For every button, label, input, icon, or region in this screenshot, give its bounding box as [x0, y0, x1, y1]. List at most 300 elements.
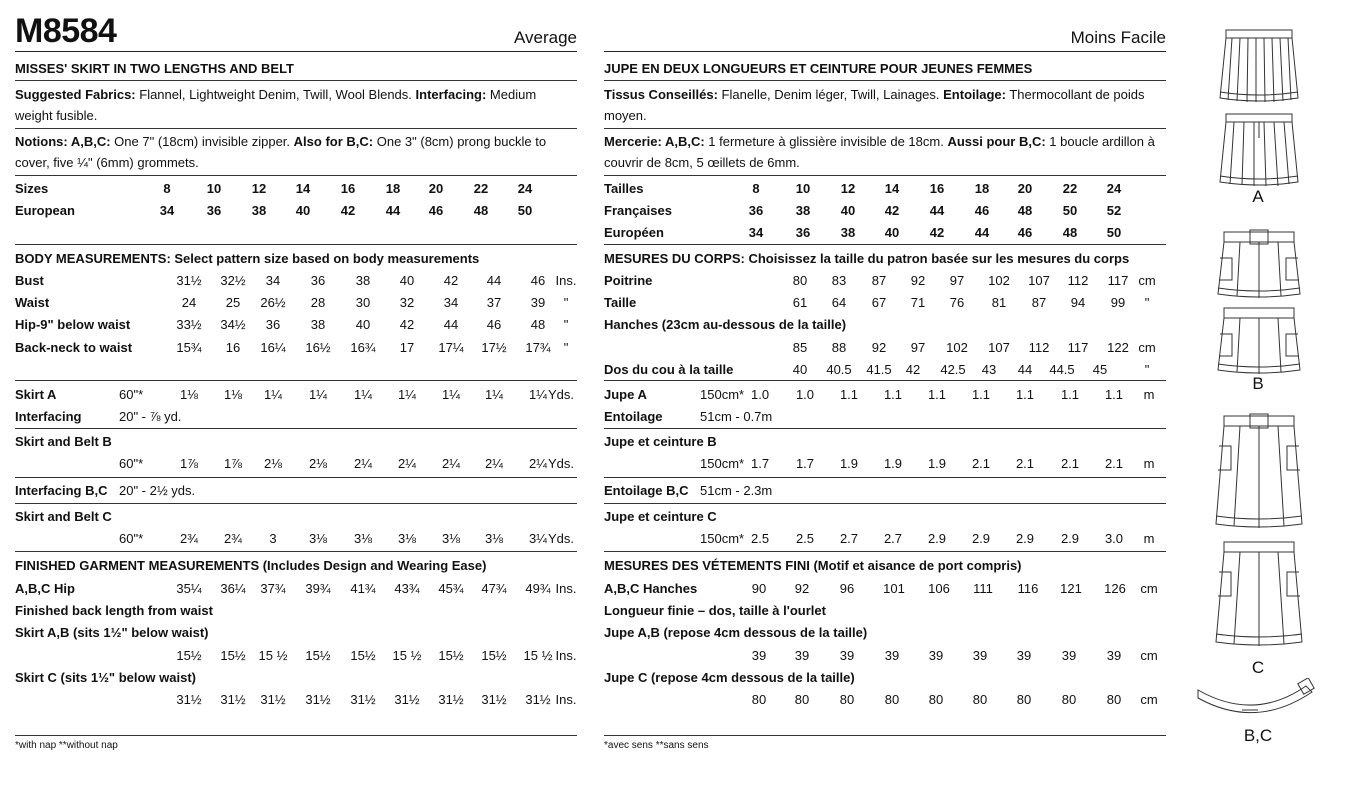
- table-cell: 17¾: [525, 340, 551, 355]
- table-cell: 2.9: [1015, 531, 1035, 546]
- table-cell: 40: [399, 273, 415, 288]
- table-cell: 22: [1062, 181, 1078, 196]
- table-cell: ": [1144, 362, 1150, 377]
- table-cell: 50: [517, 203, 533, 218]
- table-cell: 51cm - 2.3m: [700, 483, 773, 498]
- table-cell: 15½: [438, 648, 464, 663]
- skirt-a-row: [604, 384, 1166, 406]
- table-cell: 8: [163, 181, 171, 196]
- table-cell: Hip-9" below waist: [15, 317, 131, 332]
- table-cell: 15½: [350, 648, 376, 663]
- table-cell: 18: [385, 181, 401, 196]
- table-cell: 31½: [305, 692, 331, 707]
- table-cell: 24: [1106, 181, 1122, 196]
- table-cell: 80: [794, 692, 810, 707]
- table-cell: 92: [871, 340, 887, 355]
- table-cell: 94: [1070, 295, 1086, 310]
- table-cell: Jupe et ceinture B: [604, 434, 717, 449]
- table-cell: ": [1144, 295, 1150, 310]
- divider: [604, 80, 1166, 81]
- table-cell: 49¾: [525, 581, 551, 596]
- waist-row: [15, 292, 577, 314]
- table-cell: 40: [355, 317, 371, 332]
- table-cell: ": [563, 340, 569, 355]
- table-cell: 34: [443, 295, 459, 310]
- finished-back-length-row: [15, 600, 577, 622]
- table-cell: 44: [486, 273, 502, 288]
- divider: [15, 380, 577, 381]
- waist-row: [604, 292, 1166, 314]
- notions: [604, 131, 1166, 173]
- table-cell: 2¼: [441, 456, 461, 471]
- table-cell: 39: [751, 648, 767, 663]
- table-cell: 42: [340, 203, 356, 218]
- table-cell: 34: [159, 203, 175, 218]
- table-cell: 150cm*: [700, 531, 745, 546]
- table-cell: 61: [792, 295, 808, 310]
- table-cell: 1⅞: [223, 456, 243, 471]
- bust-row: [15, 270, 577, 292]
- suggested-fabrics: [604, 84, 1166, 126]
- table-cell: cm: [1140, 581, 1158, 596]
- divider: [604, 503, 1166, 504]
- view-a-label: A: [1252, 187, 1264, 206]
- divider: [15, 428, 577, 429]
- table-cell: 1.7: [751, 456, 770, 471]
- table-cell: 31½: [438, 692, 464, 707]
- hip-row: [604, 337, 1166, 359]
- table-cell: 106: [928, 581, 950, 596]
- table-cell: 1⅞: [179, 456, 199, 471]
- table-cell: 97: [910, 340, 926, 355]
- european-sizes-row: [15, 200, 577, 222]
- table-cell: 44: [974, 225, 990, 240]
- divider: [15, 735, 577, 736]
- divider: [15, 175, 577, 176]
- table-cell: 44: [929, 203, 945, 218]
- table-cell: 31½: [220, 692, 246, 707]
- table-cell: 39: [884, 648, 900, 663]
- table-cell: 92: [910, 273, 926, 288]
- table-cell: Flanelle, Denim léger, Twill, Lainages.: [717, 87, 944, 102]
- table-cell: 1.1: [1015, 387, 1035, 402]
- table-cell: Aussi pour B,C:: [947, 134, 1046, 149]
- table-cell: 15½: [305, 648, 331, 663]
- hip-row: [15, 314, 577, 336]
- table-cell: m: [1143, 531, 1155, 546]
- skirt-ab-row: [15, 645, 577, 667]
- abc-hip-row: [15, 578, 577, 600]
- table-cell: 2.5: [751, 531, 770, 546]
- table-cell: 37: [486, 295, 502, 310]
- table-cell: 1.0: [795, 387, 815, 402]
- table-cell: 1⅛: [179, 387, 199, 402]
- table-cell: Yds.: [547, 456, 574, 471]
- table-cell: 14: [884, 181, 900, 196]
- sizes-row: [15, 178, 577, 200]
- table-cell: m: [1143, 387, 1155, 402]
- table-cell: 80: [1016, 692, 1032, 707]
- table-cell: 39: [794, 648, 810, 663]
- hip-label-row: [604, 314, 1166, 336]
- table-cell: 45¾: [438, 581, 464, 596]
- skirt-c-label-row: [604, 667, 1166, 689]
- back-neck-row: [15, 337, 577, 359]
- table-cell: 2.9: [1060, 531, 1080, 546]
- european-sizes-row: [604, 222, 1166, 244]
- table-cell: 43¾: [394, 581, 420, 596]
- table-cell: 16½: [305, 340, 331, 355]
- table-cell: 44: [385, 203, 401, 218]
- table-cell: 28: [310, 295, 326, 310]
- skirt-belt-b-row: [604, 453, 1166, 475]
- table-cell: 43: [981, 362, 997, 377]
- table-cell: Tailles: [604, 181, 644, 196]
- table-cell: 2.9: [927, 531, 947, 546]
- table-cell: 2.1: [1015, 456, 1035, 471]
- table-cell: 87: [871, 273, 887, 288]
- table-cell: Interfacing: [15, 409, 82, 424]
- table-cell: 40: [295, 203, 311, 218]
- table-cell: 39: [530, 295, 546, 310]
- table-cell: 39: [928, 648, 944, 663]
- table-cell: 3⅛: [484, 531, 504, 546]
- table-cell: 46: [1017, 225, 1033, 240]
- divider: [15, 477, 577, 478]
- table-cell: 2¾: [179, 531, 199, 546]
- table-cell: 45: [1092, 362, 1108, 377]
- table-cell: 1¼: [353, 387, 373, 402]
- table-cell: 38: [840, 225, 856, 240]
- footnote: *with nap **without nap: [15, 740, 118, 751]
- divider: [604, 128, 1166, 129]
- table-cell: 26½: [260, 295, 286, 310]
- skirt-belt-c-label-row: [604, 506, 1166, 528]
- table-cell: Entoilage:: [943, 87, 1006, 102]
- divider: [15, 128, 577, 129]
- interfacing-row: [604, 406, 1166, 428]
- table-cell: Ins.: [555, 692, 577, 707]
- table-cell: Européen: [604, 225, 664, 240]
- divider: [604, 735, 1166, 736]
- body-measurements-heading: MESURES DU CORPS: Choisissez la taille du patron basée sur les mesures du corps: [604, 251, 1130, 266]
- table-cell: 25: [225, 295, 241, 310]
- table-cell: 1.1: [1104, 387, 1124, 402]
- table-cell: 107: [988, 340, 1010, 355]
- table-cell: 80: [792, 273, 808, 288]
- table-cell: 1¼: [397, 387, 417, 402]
- table-cell: Also for B,C:: [293, 134, 374, 149]
- sizes-row: [604, 178, 1166, 200]
- table-cell: ": [563, 317, 569, 332]
- table-cell: 48: [1017, 203, 1033, 218]
- footnote: *avec sens **sans sens: [604, 740, 709, 751]
- skirt-c-label-row: [15, 667, 577, 689]
- table-cell: Taille: [604, 295, 637, 310]
- bust-row: [604, 270, 1166, 292]
- table-cell: 1¼: [484, 387, 504, 402]
- table-cell: 36: [310, 273, 326, 288]
- table-cell: 44.5: [1049, 362, 1075, 377]
- table-cell: 3.0: [1104, 531, 1124, 546]
- table-cell: ": [563, 295, 569, 310]
- table-cell: 150cm*: [700, 387, 745, 402]
- skirt-belt-b-label-row: [15, 431, 577, 453]
- table-cell: 3¼: [528, 531, 548, 546]
- table-cell: 2¾: [223, 531, 243, 546]
- table-cell: Suggested Fabrics:: [15, 87, 136, 102]
- table-cell: 31½: [525, 692, 551, 707]
- table-cell: 40: [840, 203, 856, 218]
- table-cell: Back-neck to waist: [15, 340, 133, 355]
- divider: [604, 244, 1166, 245]
- table-cell: 38: [310, 317, 326, 332]
- divider: [15, 244, 577, 245]
- divider: [15, 551, 577, 552]
- table-cell: 40: [792, 362, 808, 377]
- table-cell: Jupe A: [604, 387, 647, 402]
- garment-title: JUPE EN DEUX LONGUEURS ET CEINTURE POUR JEUNES FEMMES: [604, 61, 1033, 76]
- skirt-ab-row: [604, 645, 1166, 667]
- table-cell: 15½: [220, 648, 246, 663]
- table-cell: 46: [486, 317, 502, 332]
- table-cell: 99: [1110, 295, 1126, 310]
- table-cell: 80: [1061, 692, 1077, 707]
- back-neck-row: [604, 359, 1166, 381]
- table-cell: 107: [1028, 273, 1050, 288]
- table-cell: 42: [929, 225, 945, 240]
- table-cell: 36: [748, 203, 764, 218]
- table-cell: 14: [295, 181, 311, 196]
- table-cell: 67: [871, 295, 887, 310]
- table-cell: Longueur finie – dos, taille à l'ourlet: [604, 603, 826, 618]
- table-cell: 33½: [176, 317, 202, 332]
- table-cell: 44: [1017, 362, 1033, 377]
- table-cell: 80: [884, 692, 900, 707]
- table-cell: 2.7: [839, 531, 859, 546]
- table-cell: 96: [839, 581, 855, 596]
- table-cell: 52: [1106, 203, 1122, 218]
- table-cell: 2¼: [353, 456, 373, 471]
- table-cell: 10: [206, 181, 222, 196]
- table-cell: 10: [795, 181, 811, 196]
- table-cell: 48: [473, 203, 489, 218]
- table-cell: Medium weight fusible.: [15, 87, 537, 123]
- table-cell: 83: [831, 273, 847, 288]
- table-cell: 1.1: [1060, 387, 1080, 402]
- table-cell: 39: [972, 648, 988, 663]
- divider: [15, 51, 577, 52]
- divider: [604, 51, 1166, 52]
- table-cell: 34½: [220, 317, 246, 332]
- table-cell: Mercerie: A,B,C:: [604, 134, 705, 149]
- table-cell: One 7" (18cm) invisible zipper.: [110, 134, 294, 149]
- table-cell: 2¼: [484, 456, 504, 471]
- divider: [604, 175, 1166, 176]
- table-cell: Jupe A,B (repose 4cm dessous de la taille): [604, 625, 868, 640]
- skirt-c-row: [604, 689, 1166, 711]
- table-cell: One 3" (8cm) prong buckle to cover, five ¼" (6mm) grommets.: [15, 134, 547, 170]
- table-cell: 2.1: [1060, 456, 1080, 471]
- table-cell: 35¼: [176, 581, 202, 596]
- table-cell: 15½: [176, 648, 202, 663]
- skirt-belt-c-row: [15, 528, 577, 550]
- divider: [604, 380, 1166, 381]
- table-cell: 32: [399, 295, 415, 310]
- table-cell: 2.1: [1104, 456, 1124, 471]
- table-cell: 31½: [350, 692, 376, 707]
- table-cell: 16¾: [350, 340, 376, 355]
- skirt-a-back-drawing: [1218, 110, 1300, 190]
- table-cell: Ins.: [555, 648, 577, 663]
- table-cell: 64: [831, 295, 847, 310]
- table-cell: 80: [751, 692, 767, 707]
- view-c-label: C: [1251, 658, 1265, 677]
- table-cell: cm: [1140, 692, 1158, 707]
- table-cell: 80: [972, 692, 988, 707]
- table-cell: 112: [1067, 273, 1089, 288]
- belt-bc-drawing: [1194, 678, 1320, 728]
- table-cell: 1¼: [441, 387, 461, 402]
- table-cell: 1.1: [927, 387, 947, 402]
- table-cell: 15 ½: [258, 648, 288, 663]
- table-cell: Jupe et ceinture C: [604, 509, 717, 524]
- table-cell: Ins.: [555, 273, 577, 288]
- skirt-belt-c-label-row: [15, 506, 577, 528]
- table-cell: 111: [973, 581, 993, 596]
- skirt-c-back-drawing: [1214, 538, 1304, 650]
- table-cell: 16: [929, 181, 945, 196]
- garment-title: MISSES' SKIRT IN TWO LENGTHS AND BELT: [15, 61, 294, 76]
- abc-hip-row: [604, 578, 1166, 600]
- table-cell: 1¼: [263, 387, 283, 402]
- skirt-ab-label-row: [604, 622, 1166, 644]
- table-cell: Skirt C (sits 1½" below waist): [15, 670, 196, 685]
- divider: [604, 551, 1166, 552]
- table-cell: Interfacing:: [415, 87, 487, 102]
- table-cell: 2.7: [883, 531, 903, 546]
- table-cell: A,B,C Hanches: [604, 581, 698, 596]
- table-cell: 46: [530, 273, 546, 288]
- table-cell: 44: [443, 317, 459, 332]
- table-cell: 42: [399, 317, 415, 332]
- table-cell: A,B,C Hip: [15, 581, 75, 596]
- table-cell: 60"*: [119, 387, 144, 402]
- table-cell: 36: [265, 317, 281, 332]
- table-cell: Entoilage: [604, 409, 663, 424]
- skirt-c-front-drawing: [1214, 412, 1304, 532]
- table-cell: 2¼: [397, 456, 417, 471]
- table-cell: 1.1: [971, 387, 991, 402]
- table-cell: European: [15, 203, 75, 218]
- table-cell: 36¼: [220, 581, 246, 596]
- table-cell: 80: [928, 692, 944, 707]
- skirt-ab-label-row: [15, 622, 577, 644]
- table-cell: 80: [839, 692, 855, 707]
- table-cell: 122: [1107, 340, 1129, 355]
- table-cell: 1 boucle ardillon à couvrir de 8cm, 5 œillets de 6mm.: [604, 134, 1155, 170]
- finished-back-length-row: [604, 600, 1166, 622]
- table-cell: 38: [795, 203, 811, 218]
- table-cell: 126: [1104, 581, 1126, 596]
- french-sizes-row: [604, 200, 1166, 222]
- table-cell: Françaises: [604, 203, 672, 218]
- table-cell: 102: [988, 273, 1010, 288]
- table-cell: 31½: [260, 692, 286, 707]
- divider: [15, 80, 577, 81]
- table-cell: 150cm*: [700, 456, 745, 471]
- view-b-label: B: [1252, 374, 1264, 393]
- divider: [15, 503, 577, 504]
- view-drawings: [1190, 20, 1360, 780]
- skirt-belt-c-row: [604, 528, 1166, 550]
- table-cell: Skirt and Belt B: [15, 434, 112, 449]
- table-cell: 97: [949, 273, 965, 288]
- table-cell: 1.9: [839, 456, 859, 471]
- table-cell: 88: [831, 340, 847, 355]
- skirt-b-back-drawing: [1216, 304, 1302, 378]
- table-cell: 12: [251, 181, 267, 196]
- table-cell: 76: [949, 295, 965, 310]
- table-cell: 60"*: [119, 456, 144, 471]
- interfacing-row: [15, 406, 577, 428]
- table-cell: 41¾: [350, 581, 376, 596]
- table-cell: Bust: [15, 273, 44, 288]
- table-cell: Thermocollant de poids moyen.: [604, 87, 1145, 123]
- table-cell: Notions: A,B,C:: [15, 134, 111, 149]
- table-cell: 20: [428, 181, 444, 196]
- table-cell: 41.5: [866, 362, 892, 377]
- table-cell: 39¾: [305, 581, 331, 596]
- table-cell: 40.5: [826, 362, 852, 377]
- table-cell: 12: [840, 181, 856, 196]
- table-cell: 2⅛: [263, 456, 283, 471]
- table-cell: Ins.: [555, 581, 577, 596]
- table-cell: Hanches (23cm au-dessous de la taille): [604, 317, 847, 332]
- table-cell: 1.0: [751, 387, 770, 402]
- table-cell: 60"*: [119, 531, 144, 546]
- table-cell: 48: [530, 317, 546, 332]
- table-cell: 1.1: [839, 387, 859, 402]
- table-cell: 39: [1061, 648, 1077, 663]
- table-cell: 34: [748, 225, 764, 240]
- table-cell: 50: [1062, 203, 1078, 218]
- table-cell: 39: [1016, 648, 1032, 663]
- skirt-a-front-drawing: [1218, 26, 1300, 106]
- table-cell: 40: [884, 225, 900, 240]
- table-cell: cm: [1140, 648, 1158, 663]
- view-bc-label: B,C: [1243, 726, 1273, 745]
- divider: [604, 477, 1166, 478]
- table-cell: 42: [884, 203, 900, 218]
- table-cell: 24: [181, 295, 197, 310]
- table-cell: 36: [206, 203, 222, 218]
- table-cell: 3: [269, 531, 277, 546]
- table-cell: 121: [1060, 581, 1082, 596]
- table-cell: 116: [1017, 581, 1039, 596]
- table-cell: 22: [473, 181, 489, 196]
- table-cell: 90: [751, 581, 767, 596]
- table-cell: Dos du cou à la taille: [604, 362, 734, 377]
- table-cell: 80: [1106, 692, 1122, 707]
- table-cell: 18: [974, 181, 990, 196]
- table-cell: 101: [883, 581, 905, 596]
- notions: [15, 131, 577, 173]
- table-cell: 30: [355, 295, 371, 310]
- interfacing-bc-row: [15, 480, 577, 502]
- table-cell: 3⅛: [441, 531, 461, 546]
- table-cell: 20: [1017, 181, 1033, 196]
